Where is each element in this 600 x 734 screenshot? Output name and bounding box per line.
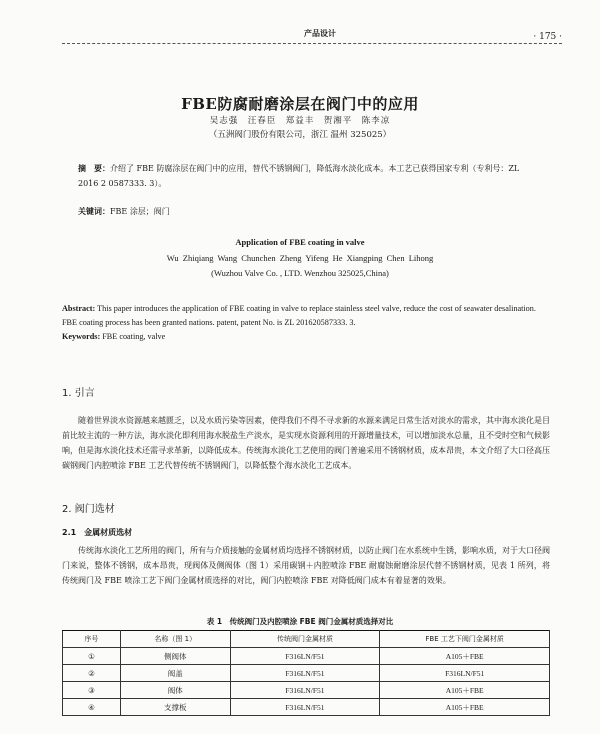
table-cell: F316LN/F51 <box>230 682 380 699</box>
table-row <box>63 665 550 682</box>
keywords-cn-label: 关键词： <box>78 207 110 216</box>
abstract-cn <box>78 161 538 191</box>
affiliation-cn: （五洲阀门股份有限公司，浙江 温州 325025） <box>208 130 392 140</box>
table-cell: A105＋FBE <box>380 699 550 716</box>
abstract-en-label: Abstract: <box>62 304 96 313</box>
header-section: 产品设计 <box>300 28 340 39</box>
table-header-cell: 序号 <box>63 631 121 648</box>
authors-en: Wu Zhiqiang Wang Chunchen Zheng Yifeng He Xiangping Chen Lihong <box>166 253 434 263</box>
table-header-cell: FBE 工艺下阀门金属材质 <box>380 631 550 648</box>
table-cell: ④ <box>63 699 121 716</box>
keywords-cn-text: FBE 涂层；阀门 <box>110 207 170 216</box>
table-cell: 阀盖 <box>120 665 230 682</box>
authors-cn: 吴志强 汪春臣 郑益丰 贺湘平 陈李凉 <box>209 116 391 126</box>
table-header-cell: 传统阀门金属材质 <box>230 631 380 648</box>
section-2-heading: 2. 阀门选材 <box>62 504 115 515</box>
table-row <box>63 682 550 699</box>
abstract-en-text: This paper introduces the application of FBE coating in valve to replace stainless steel valve, reduce the cost of seawater desalination. <box>97 304 536 313</box>
section-2-paragraph: 传统海水淡化工艺所用的阀门，所有与介质接触的金属材质均选择不锈钢材质，以防止阀门在水系统中生锈，影响水质，对于大口径阀门来说，整体不锈钢，成本昂贵，现阀体及侧阀体（图 1）采用碳钢＋内腔喷涂 FBE 耐腐蚀耐磨涂层代替不锈钢材质，见表 1 所列，将传统阀门及 FBE 喷涂工艺下阀门金属材质选择的对比，阀门内腔喷涂 FBE 对降低阀门成本有着显著的效果。 <box>62 546 550 585</box>
table-caption: 表 1 传统阀门及内腔喷涂 FBE 阀门金属材质选择对比 <box>206 617 394 626</box>
table-cell: F316LN/F51 <box>230 648 380 665</box>
paper-title-en: Application of FBE coating in valve <box>235 237 365 247</box>
table-cell: A105＋FBE <box>380 682 550 699</box>
header-rule <box>62 43 562 44</box>
keywords-en-label: Keywords: <box>62 332 101 341</box>
section-1-paragraph: 随着世界淡水资源越来越匮乏，以及水质污染等因素，使得我们不得不寻求新的水源来满足日常生活对淡水的需求，其中海水淡化是目前比较主流的一种方法，海水淡化即利用海水脱盐生产淡水，是实现水资源利用的开源增量技术，可以增加淡水总量，且不受时空和气候影响，但是海水淡化技术还需寻求革新，以降低成本。传统海水淡化工艺使用的阀门普遍采用不锈钢材质，成本昂贵，本文介绍了大口径高压碳钢阀门内腔喷涂 FBE 工艺代替传统不锈钢阀门，以降低整个海水淡化工艺成本。 <box>62 416 550 470</box>
page-number: · 175 · <box>529 32 562 42</box>
table-cell: ② <box>63 665 121 682</box>
material-comparison-table <box>62 630 550 716</box>
table-cell: 侧阀体 <box>120 648 230 665</box>
table-cell: A105＋FBE <box>380 648 550 665</box>
table-cell: ① <box>63 648 121 665</box>
paper-title-cn: FBE防腐耐磨涂层在阀门中的应用 <box>181 95 419 113</box>
table-cell: 支撑板 <box>120 699 230 716</box>
section-2-1-heading: 2.1 金属材质选材 <box>62 528 133 537</box>
table-row <box>63 648 550 665</box>
keywords-cn <box>78 206 170 217</box>
abstract-en-patent: FBE coating process has been granted nations. patent, patent No. is ZL 201620587333. 3. <box>62 318 356 327</box>
table-header-row <box>63 631 550 648</box>
running-header <box>62 28 562 50</box>
abstract-en <box>62 302 550 344</box>
abstract-cn-text: 介绍了 FBE 防腐涂层在阀门中的应用，替代不锈钢阀门，降低海水淡化成本。本工艺已获得国家专利（专利号：ZL 2016 2 0587333. 3）。 <box>78 164 520 188</box>
table-cell: F316LN/F51 <box>230 665 380 682</box>
table-cell: 阀体 <box>120 682 230 699</box>
abstract-cn-label: 摘 要： <box>78 164 110 173</box>
section-1-heading: 1. 引言 <box>62 388 95 399</box>
table-cell: ③ <box>63 682 121 699</box>
affiliation-en: (Wuzhou Valve Co. , LTD. Wenzhou 325025,China) <box>211 268 389 278</box>
table-header-cell: 名称（图 1） <box>120 631 230 648</box>
table-cell: F316LN/F51 <box>380 665 550 682</box>
table-cell: F316LN/F51 <box>230 699 380 716</box>
keywords-en <box>62 330 550 344</box>
keywords-en-text: FBE coating, valve <box>102 332 166 341</box>
table-row <box>63 699 550 716</box>
abstract-en-body <box>62 302 550 316</box>
